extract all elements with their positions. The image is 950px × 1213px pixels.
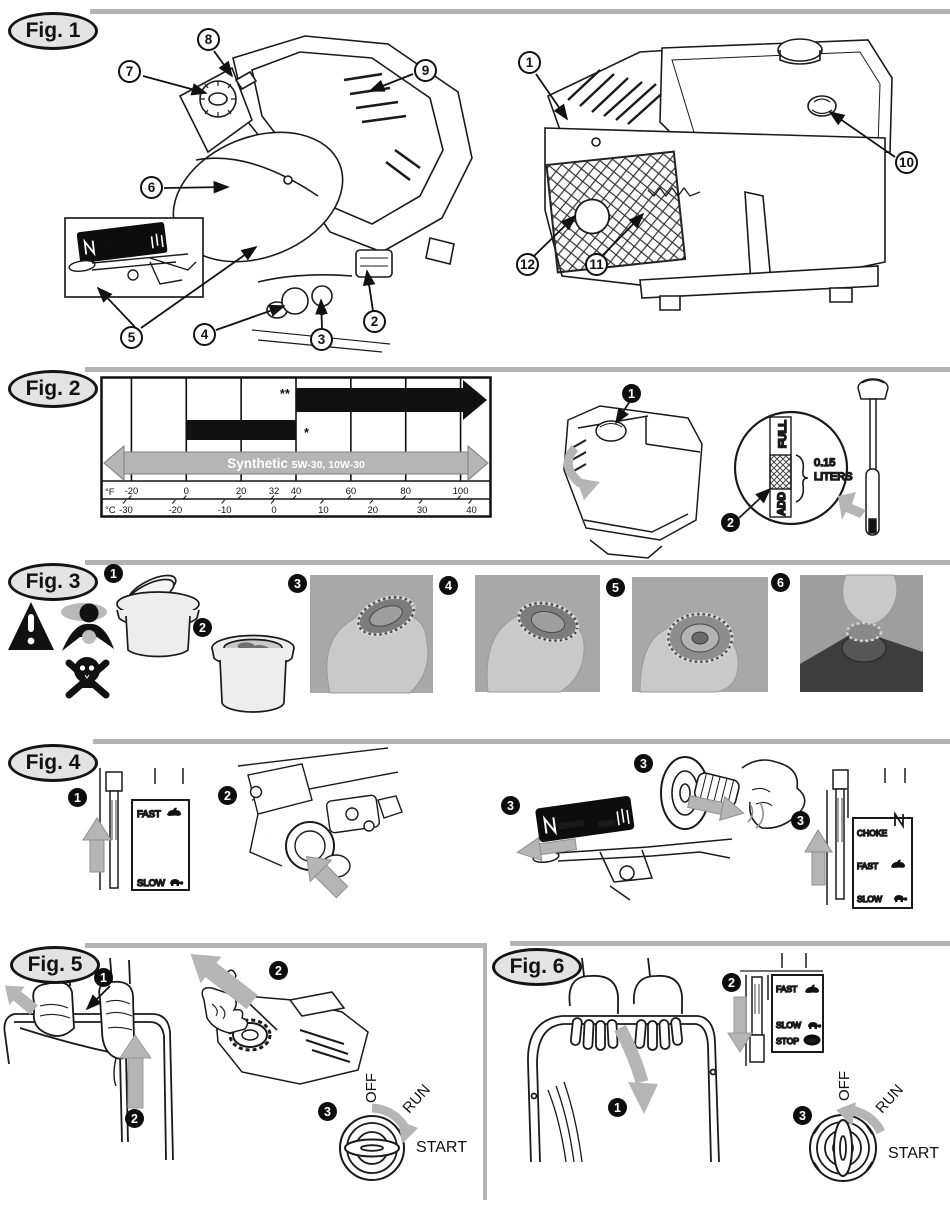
band-5w30-note: * [304, 425, 310, 440]
fuel-filter-cup-open [117, 570, 199, 657]
fig5-switch-off-label: OFF [363, 1073, 380, 1103]
c-tick: -20 [168, 505, 183, 516]
fig5-step-1: 1 [94, 968, 113, 987]
oil-qty-value: 0.15 [814, 457, 836, 469]
fig6-step-1: 1 [608, 1098, 627, 1117]
band-30-label: 30 [372, 394, 387, 408]
primer-carburetor-art [238, 748, 402, 903]
axis-f-label: °F [105, 487, 115, 498]
stop-icon [804, 1035, 821, 1046]
band-30-note: ** [279, 386, 290, 401]
band-5w30-label: 5W-30, 10W-30 [204, 425, 278, 438]
fig1-left-engine-art [154, 36, 472, 352]
fig4-control-illustrations [0, 735, 950, 945]
fig1-callout-4: 4 [193, 323, 216, 346]
fig6-switch-run-label: RUN [872, 1081, 907, 1117]
fig1-callout-5: 5 [120, 326, 143, 349]
c-tick: 40 [466, 505, 477, 516]
f-tick: 100 [452, 486, 469, 497]
f-tick: 40 [290, 486, 302, 497]
fig6-step-3: 3 [793, 1106, 812, 1125]
throttle-stop-art [728, 953, 823, 1066]
fig6-label: Fig. 6 [492, 948, 582, 986]
f-tick: -20 [124, 486, 139, 497]
dipstick-add-label: ADD [776, 492, 788, 516]
panel1-slow-label: SLOW [137, 878, 165, 889]
fume-inhalation-icon [61, 603, 114, 651]
fig1-callout-10: 10 [895, 151, 918, 174]
panel1-fast-label: FAST [137, 809, 161, 820]
fig6-step-2: 2 [722, 973, 741, 992]
fig2-oil-fill-illustrations [0, 365, 950, 565]
oil-qty-unit: LITERS [814, 471, 853, 483]
f-tick: 32 [268, 486, 280, 497]
fig4-step-2: 2 [218, 786, 237, 805]
fig4-label: Fig. 4 [8, 744, 98, 782]
fig1-callout-6: 6 [140, 176, 163, 199]
photo-cap-vent-check [310, 575, 433, 693]
fig3-step-6: 6 [771, 573, 790, 592]
fig1-label: Fig. 1 [8, 12, 98, 50]
fig1-callout-3: 3 [310, 328, 333, 351]
panel3-fast-label: FAST [857, 861, 879, 871]
fig5-switch-run-label: RUN [399, 1081, 434, 1117]
fig3-fuel-illustrations [0, 560, 950, 735]
fig1-callout-9: 9 [414, 59, 437, 82]
fig1-callout-7: 7 [118, 60, 141, 83]
inset-run-label: RUN [134, 242, 150, 252]
fig4-step-1: 1 [68, 788, 87, 807]
fig3-step-3: 3 [288, 574, 307, 593]
skull-crossbones-icon [69, 657, 106, 695]
fuel-filter-cup-top [212, 636, 294, 713]
fig6-slow-label: SLOW [776, 1020, 802, 1030]
c-tick: 30 [416, 505, 428, 516]
key-switch-off-art [810, 1102, 881, 1181]
fig4-step-3c: 3 [791, 811, 810, 830]
key-switch-art [340, 1108, 418, 1180]
fig1-callout-2: 2 [363, 310, 386, 333]
fig3-step-1: 1 [104, 564, 123, 583]
f-tick: 0 [183, 486, 189, 497]
choke-knob-pull-art [661, 757, 805, 829]
panel3-slow-label: SLOW [857, 894, 883, 904]
photo-cap-hold [475, 575, 600, 692]
fig6-fast-label: FAST [776, 984, 798, 994]
c-tick: 10 [318, 505, 329, 516]
throttle-choke-panel-art [805, 768, 912, 908]
fig1-callout-8: 8 [197, 28, 220, 51]
axis-c-label: °C [105, 505, 116, 516]
fig1-callout-1: 1 [518, 51, 541, 74]
band-synthetic-label: Synthetic 5W-30, 10W-30 [227, 456, 365, 471]
photo-cap-underside [632, 577, 768, 692]
fig4-step-3b: 3 [634, 754, 653, 773]
fig3-step-5: 5 [606, 578, 625, 597]
fig2-engine-art [564, 401, 702, 558]
handlebar-release-art [528, 958, 719, 1162]
stop-icon-text: STOP [807, 1039, 817, 1043]
f-tick: 60 [345, 486, 357, 497]
fig1-choke-inset [65, 218, 203, 297]
throttle-lever-fast-art [83, 768, 189, 890]
c-tick: -10 [217, 505, 232, 516]
choke-plate-choke-label: CHOKE [558, 820, 585, 831]
fig5-step-2b: 2 [269, 961, 288, 980]
fig3-step-4: 4 [439, 576, 458, 595]
photo-cap-install [800, 575, 923, 692]
fig3-step-2: 2 [193, 618, 212, 637]
fig6-switch-off-label: OFF [836, 1071, 853, 1101]
fig6-stop-label: STOP [776, 1036, 799, 1046]
fig5-step-3: 3 [318, 1102, 337, 1121]
c-tick: -30 [119, 505, 133, 516]
fig2-step-1: 1 [622, 384, 641, 403]
f-tick: 80 [400, 486, 412, 497]
fig5-step-2a: 2 [125, 1109, 144, 1128]
c-tick: 0 [271, 505, 277, 516]
fig4-step-3a: 3 [501, 796, 520, 815]
choke-plate-run-label: RUN [598, 817, 616, 830]
c-tick: 20 [367, 505, 379, 516]
fig5-label: Fig. 5 [10, 946, 100, 984]
fig1-callout-11: 11 [585, 253, 608, 276]
warning-triangle-icon [8, 602, 54, 650]
inset-choke-label: CHOKE [96, 242, 121, 253]
fig6-switch-start-label: START [888, 1145, 939, 1162]
fig3-label: Fig. 3 [8, 563, 98, 601]
panel3-choke-label: CHOKE [857, 828, 888, 838]
f-tick: 20 [235, 486, 247, 497]
fig2-dipstick-magnifier [735, 412, 853, 524]
fig5-switch-start-label: START [416, 1139, 467, 1156]
fig2-step-2: 2 [721, 513, 740, 532]
bail-handle-art [4, 958, 173, 1160]
fig2-label: Fig. 2 [8, 370, 98, 408]
fig1-callout-12: 12 [516, 253, 539, 276]
dipstick-full-label: FULL [777, 419, 789, 449]
